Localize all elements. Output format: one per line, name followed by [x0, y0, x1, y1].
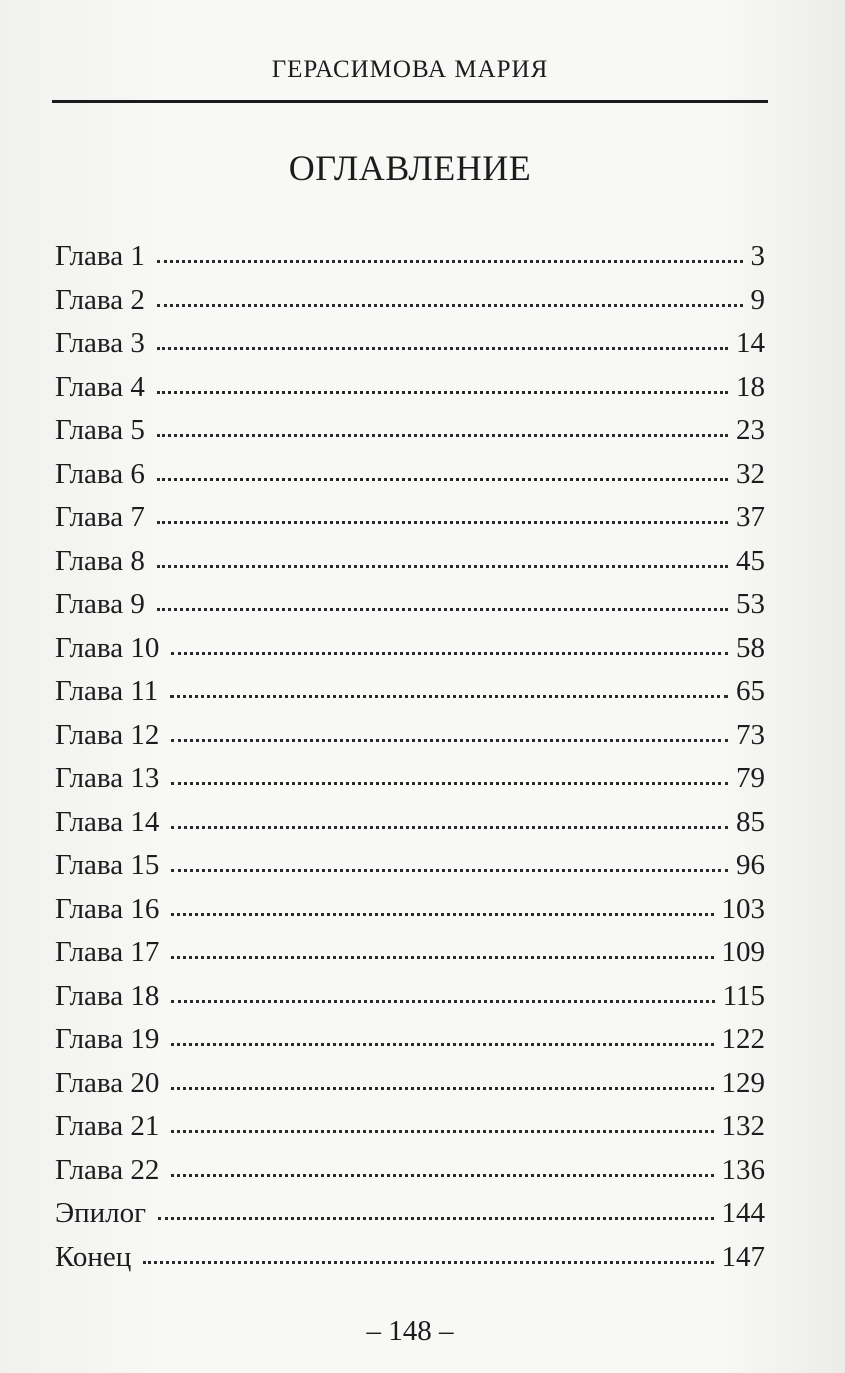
page-number: – 148 – [366, 1315, 454, 1347]
toc-entry-label: Глава 9 [55, 588, 145, 620]
toc-entry [55, 975, 765, 1019]
dot-leader [171, 1130, 713, 1133]
toc-entry [55, 409, 765, 453]
dot-leader [157, 347, 728, 350]
dot-leader [171, 913, 713, 916]
toc-entry [55, 235, 765, 279]
toc-entry-page: 79 [736, 762, 765, 794]
toc-entry-page: 129 [721, 1066, 765, 1099]
toc-entry-page: 45 [736, 544, 765, 577]
dot-leader [171, 782, 728, 785]
toc-entry [55, 540, 765, 584]
running-head-author: ГЕРАСИМОВА МАРИЯ [271, 56, 549, 83]
toc-entry [55, 583, 765, 627]
toc-entry-page: 115 [722, 979, 765, 1012]
toc-entry [55, 1192, 765, 1236]
toc-entry-label: Глава 13 [55, 762, 160, 794]
toc-entry [55, 1018, 765, 1062]
toc-entry [55, 496, 765, 540]
dot-leader [157, 304, 743, 307]
toc-entry-page: 32 [736, 457, 765, 490]
table-of-contents [55, 235, 765, 1279]
dot-leader [171, 826, 728, 829]
toc-entry-page: 144 [721, 1197, 765, 1229]
toc-entry [55, 757, 765, 801]
toc-entry [55, 627, 765, 671]
dot-leader [171, 869, 728, 872]
toc-entry-page: 132 [721, 1110, 765, 1142]
toc-entry-label: Глава 10 [55, 631, 160, 664]
toc-entry [55, 1105, 765, 1149]
toc-entry-page: 122 [721, 1023, 765, 1055]
toc-entry-page: 96 [736, 849, 765, 881]
toc-entry-label: Глава 20 [55, 1066, 160, 1099]
toc-entry-label: Глава 21 [55, 1110, 160, 1142]
dot-leader [157, 391, 728, 394]
toc-entry-label: Глава 7 [55, 501, 145, 533]
toc-entry-label: Глава 14 [55, 805, 160, 838]
toc-entry-label: Глава 18 [55, 979, 160, 1012]
toc-entry-page: 14 [736, 327, 765, 359]
toc-entry [55, 366, 765, 410]
toc-entry-label: Глава 17 [55, 936, 160, 968]
dot-leader [171, 1043, 713, 1046]
toc-entry [55, 670, 765, 714]
toc-entry [55, 1236, 765, 1280]
toc-entry-page: 9 [750, 283, 765, 316]
toc-entry-page: 85 [736, 805, 765, 838]
toc-entry-page: 58 [736, 631, 765, 664]
toc-entry-label: Эпилог [55, 1197, 147, 1229]
toc-entry-page: 53 [736, 588, 765, 620]
toc-entry-label: Глава 11 [55, 675, 159, 707]
dot-leader [171, 956, 713, 959]
dot-leader [143, 1261, 713, 1264]
dot-leader [157, 434, 728, 437]
header-rule [52, 100, 768, 103]
toc-entry [55, 844, 765, 888]
dot-leader [171, 739, 728, 742]
dot-leader [171, 652, 728, 655]
toc-entry-label: Глава 6 [55, 457, 145, 490]
toc-entry [55, 1062, 765, 1106]
toc-entry [55, 931, 765, 975]
dot-leader [157, 565, 728, 568]
toc-entry-page: 136 [721, 1153, 765, 1186]
toc-entry [55, 453, 765, 497]
toc-entry-label: Глава 3 [55, 327, 145, 359]
toc-entry [55, 801, 765, 845]
dot-leader [170, 695, 728, 698]
toc-entry [55, 279, 765, 323]
toc-entry-label: Конец [55, 1240, 132, 1273]
toc-entry [55, 1149, 765, 1193]
dot-leader [171, 1087, 713, 1090]
dot-leader [158, 1217, 713, 1220]
dot-leader [157, 521, 728, 524]
toc-entry-page: 147 [721, 1240, 765, 1273]
toc-entry-label: Глава 5 [55, 414, 145, 446]
toc-entry-page: 23 [736, 414, 765, 446]
toc-entry-page: 109 [721, 936, 765, 968]
dot-leader [171, 1174, 713, 1177]
toc-entry-label: Глава 8 [55, 544, 145, 577]
toc-entry-page: 103 [721, 892, 765, 925]
toc-entry-label: Глава 15 [55, 849, 160, 881]
toc-entry-page: 37 [736, 501, 765, 533]
toc-entry [55, 888, 765, 932]
dot-leader [157, 260, 743, 263]
dot-leader [171, 1000, 714, 1003]
toc-entry-page: 65 [736, 675, 765, 707]
toc-entry-label: Глава 12 [55, 718, 160, 751]
toc-entry-label: Глава 19 [55, 1023, 160, 1055]
toc-entry [55, 714, 765, 758]
dot-leader [157, 608, 728, 611]
toc-entry-label: Глава 16 [55, 892, 160, 925]
toc-entry-page: 73 [736, 718, 765, 751]
toc-entry-page: 18 [736, 370, 765, 403]
page-title: ОГЛАВЛЕНИЕ [288, 148, 532, 188]
toc-entry-label: Глава 2 [55, 283, 145, 316]
toc-entry-page: 3 [750, 240, 765, 272]
toc-entry [55, 322, 765, 366]
toc-entry-label: Глава 1 [55, 240, 145, 272]
toc-entry-label: Глава 22 [55, 1153, 160, 1186]
toc-entry-label: Глава 4 [55, 370, 145, 403]
dot-leader [157, 478, 728, 481]
